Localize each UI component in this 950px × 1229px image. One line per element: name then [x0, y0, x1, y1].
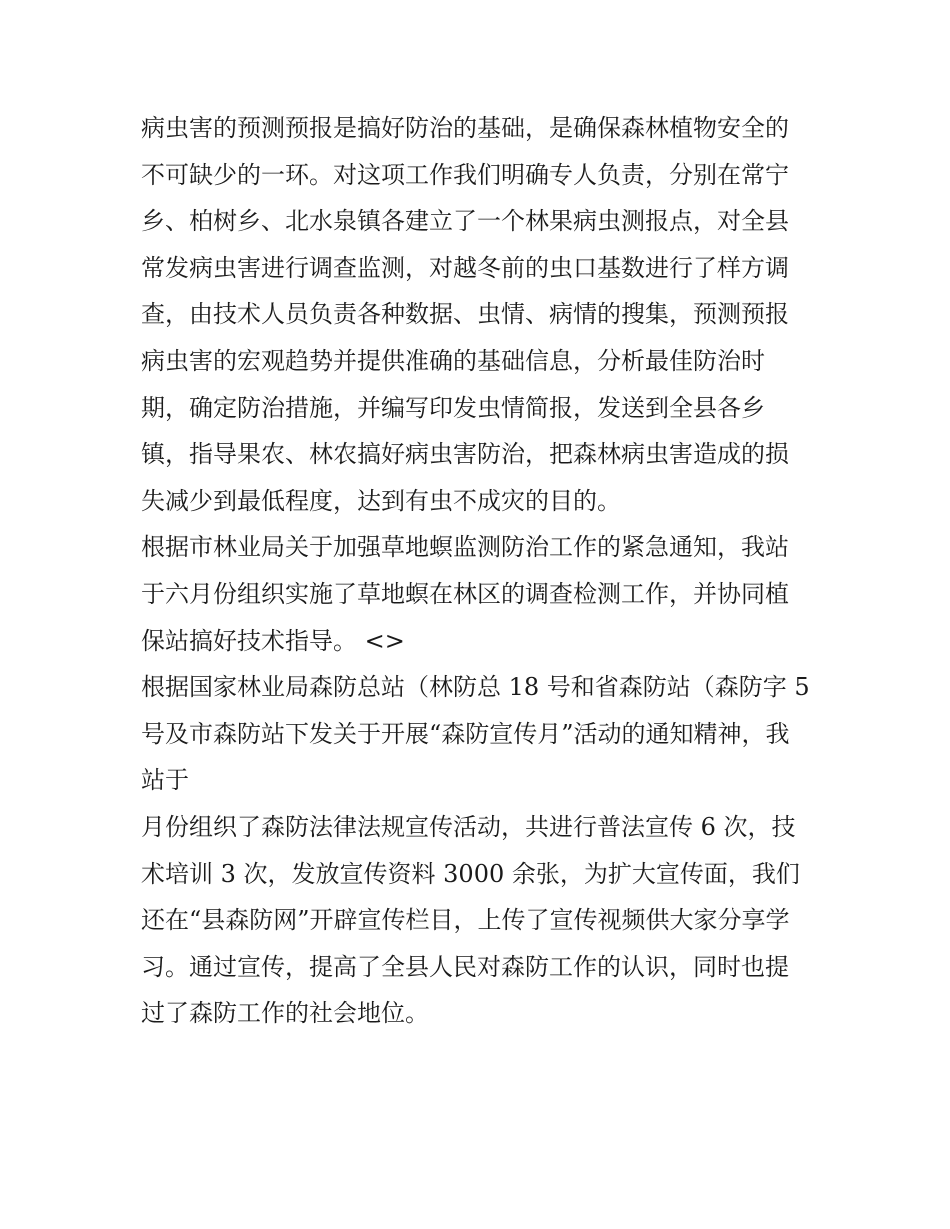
- text-line: 于六月份组织实施了草地螟在林区的调查检测工作，并协同植: [141, 579, 789, 608]
- text-line: 查，由技术人员负责各种数据、虫情、病情的搜集，预测预报: [141, 300, 789, 329]
- text-line: 期，确定防治措施，并编写印发虫情简报，发送到全县各乡: [141, 393, 765, 422]
- body-text: [141, 105, 816, 1037]
- text-line: 镇，指导果农、林农搞好病虫害防治，把森林病虫害造成的损: [141, 440, 789, 469]
- text-line: 术培训 3 次，发放宣传资料 3000 余张，为扩大宣传面，我们: [141, 859, 800, 888]
- text-line: 根据市林业局关于加强草地螟监测防治工作的紧急通知，我站: [141, 533, 789, 562]
- text-line: 病虫害的宏观趋势并提供准确的基础信息，分析最佳防治时: [141, 346, 765, 375]
- text-line: 站于: [141, 766, 189, 795]
- text-line: 失减少到最低程度，达到有虫不成灾的目的。: [141, 486, 621, 515]
- text-line: 常发病虫害进行调查监测，对越冬前的虫口基数进行了样方调: [141, 253, 789, 282]
- text-line: 号及市森防站下发关于开展“森防宣传月”活动的通知精神，我: [141, 719, 790, 748]
- text-line: 不可缺少的一环。对这项工作我们明确专人负责，分别在常宁: [141, 160, 789, 189]
- text-line: 保站搞好技术指导。 <>: [141, 626, 405, 655]
- text-line: 过了森防工作的社会地位。: [141, 999, 429, 1028]
- text-line: 根据国家林业局森防总站（林防总 18 号和省森防站（森防字 5: [141, 673, 810, 702]
- text-line: 月份组织了森防法律法规宣传活动，共进行普法宣传 6 次，技: [141, 812, 796, 841]
- text-line: 还在“县森防网”开辟宣传栏目，上传了宣传视频供大家分享学: [141, 906, 790, 935]
- text-line: 病虫害的预测预报是搞好防治的基础，是确保森林植物安全的: [141, 114, 789, 142]
- text-line: 乡、柏树乡、北水泉镇各建立了一个林果病虫测报点，对全县: [141, 207, 789, 236]
- text-line: 习。通过宣传，提高了全县人民对森防工作的认识，同时也提: [141, 952, 789, 981]
